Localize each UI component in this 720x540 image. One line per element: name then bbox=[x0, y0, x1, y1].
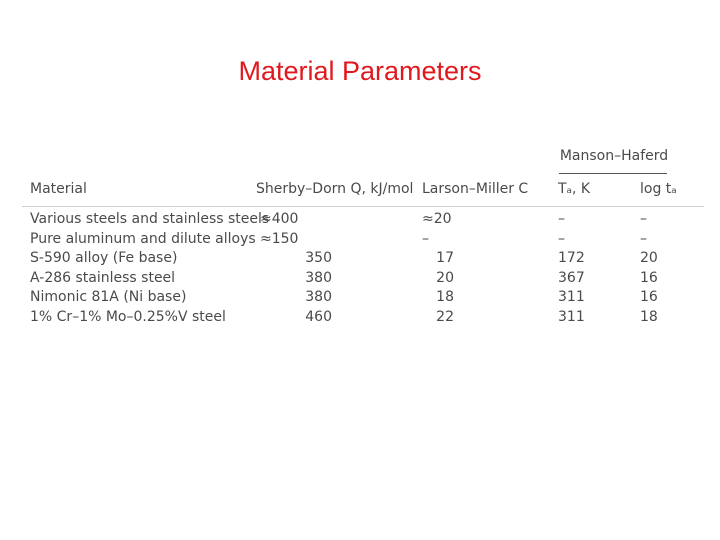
header-divider bbox=[22, 206, 704, 207]
table-body bbox=[22, 210, 704, 328]
table-row bbox=[22, 269, 704, 289]
header-log-ta: log tₐ bbox=[640, 181, 677, 197]
header-larson-miller: Larson–Miller C bbox=[422, 181, 529, 197]
ta-cell: 311 bbox=[558, 289, 585, 306]
material-cell: Various steels and stainless steels bbox=[30, 211, 270, 227]
material-cell: S-590 alloy (Fe base) bbox=[30, 250, 178, 267]
sherby-dorn-cell: 380 bbox=[305, 289, 332, 306]
manson-haferd-group-header: Manson–Haferd bbox=[559, 148, 669, 164]
larson-miller-cell: ≈20 bbox=[422, 211, 452, 227]
log-ta-cell: 16 bbox=[640, 289, 658, 306]
log-ta-cell: 16 bbox=[640, 269, 658, 286]
ta-cell: 172 bbox=[558, 250, 585, 267]
log-ta-cell: – bbox=[640, 230, 647, 247]
sherby-dorn-cell: 460 bbox=[305, 308, 332, 325]
sherby-dorn-cell: ≈400 bbox=[260, 211, 299, 227]
larson-miller-cell: 22 bbox=[436, 308, 454, 325]
material-cell: Nimonic 81A (Ni base) bbox=[30, 289, 187, 306]
table-row bbox=[22, 210, 704, 230]
material-cell: 1% Cr–1% Mo–0.25%V steel bbox=[30, 308, 226, 325]
larson-miller-cell: 18 bbox=[436, 289, 454, 306]
larson-miller-cell: 20 bbox=[436, 269, 454, 286]
group-header-underline bbox=[559, 173, 667, 174]
log-ta-cell: 18 bbox=[640, 308, 658, 325]
table-row bbox=[22, 288, 704, 308]
larson-miller-cell: 17 bbox=[436, 250, 454, 267]
ta-cell: – bbox=[558, 211, 565, 227]
table-row bbox=[22, 249, 704, 269]
sherby-dorn-cell: 350 bbox=[305, 250, 332, 267]
header-material: Material bbox=[30, 181, 87, 197]
sherby-dorn-cell: 380 bbox=[305, 269, 332, 286]
ta-cell: – bbox=[558, 230, 565, 247]
table-row bbox=[22, 230, 704, 250]
header-sherby-dorn: Sherby–Dorn Q, kJ/mol bbox=[256, 181, 414, 197]
log-ta-cell: 20 bbox=[640, 250, 658, 267]
log-ta-cell: – bbox=[640, 211, 647, 227]
ta-cell: 311 bbox=[558, 308, 585, 325]
header-ta-k: Tₐ, K bbox=[558, 181, 591, 197]
table-row bbox=[22, 308, 704, 328]
sherby-dorn-cell: ≈150 bbox=[260, 230, 299, 247]
larson-miller-cell: – bbox=[422, 230, 429, 247]
material-cell: A-286 stainless steel bbox=[30, 269, 176, 286]
ta-cell: 367 bbox=[558, 269, 585, 286]
material-cell: Pure aluminum and dilute alloys bbox=[30, 230, 256, 247]
table-header-row bbox=[22, 181, 704, 205]
slide-title: Material Parameters bbox=[238, 56, 482, 86]
